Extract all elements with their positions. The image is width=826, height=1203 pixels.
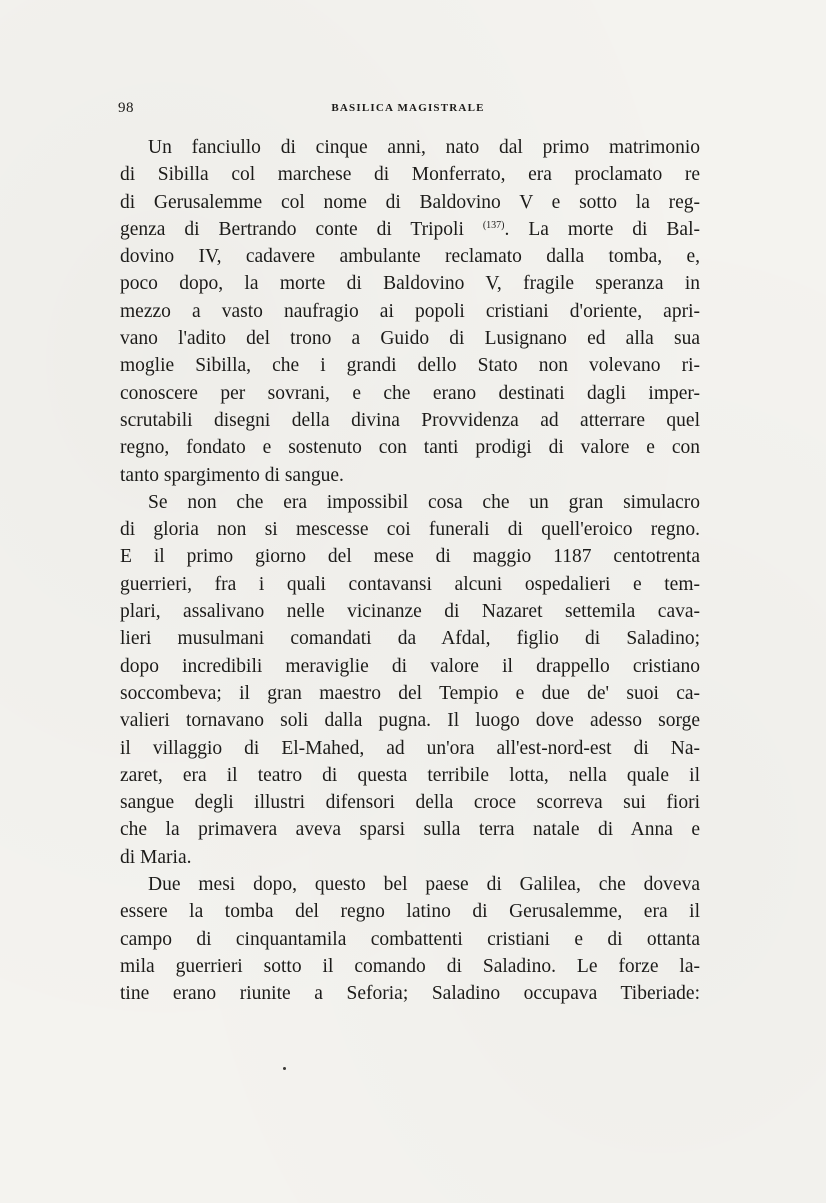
text-line: sangue degli illustri difensori della croce scorreva sui fiori bbox=[120, 792, 700, 814]
paper-speck bbox=[283, 1067, 286, 1070]
text-line: regno, fondato e sostenuto con tanti prodigi di valore e con bbox=[120, 437, 700, 459]
footnote-reference[interactable]: (137) bbox=[482, 219, 505, 231]
running-title: BASILICA MAGISTRALE bbox=[331, 102, 485, 114]
text-line: mila guerrieri sotto il comando di Saladino. Le forze la- bbox=[120, 955, 700, 977]
text-segment: . La morte di Bal- bbox=[504, 218, 700, 240]
text-line: vano l'adito del trono a Guido di Lusignano ed alla sua bbox=[120, 328, 700, 350]
text-line: che la primavera aveva sparsi sulla terra natale di Anna e bbox=[120, 819, 700, 841]
text-line: scrutabili disegni della divina Provvidenza ad atterrare quel bbox=[120, 409, 700, 431]
text-line: Se non che era impossibil cosa che un gran simulacro bbox=[148, 491, 700, 513]
text-line: valieri tornavano soli dalla pugna. Il luogo dove adesso sorge bbox=[120, 710, 700, 732]
text-line: poco dopo, la morte di Baldovino V, fragile speranza in bbox=[120, 273, 700, 295]
text-segment: genza di Bertrando conte di Tripoli bbox=[120, 218, 464, 240]
text-line: di gloria non si mescesse coi funerali di quell'eroico regno. bbox=[120, 519, 700, 541]
page-number: 98 bbox=[118, 100, 134, 116]
text-line: soccombeva; il gran maestro del Tempio e due de' suoi ca- bbox=[120, 682, 700, 704]
page-header bbox=[118, 100, 698, 122]
text-line: di Sibilla col marchese di Monferrato, era proclamato re bbox=[120, 164, 700, 186]
body-text bbox=[120, 134, 700, 1008]
text-line: guerrieri, fra i quali contavansi alcuni ospedalieri e tem- bbox=[120, 573, 700, 595]
text-line: Due mesi dopo, questo bel paese di Galilea, che doveva bbox=[148, 874, 700, 896]
text-line: conoscere per sovrani, e che erano destinati dagli imper- bbox=[120, 382, 700, 404]
text-line: lieri musulmani comandati da Afdal, figlio di Saladino; bbox=[120, 628, 700, 650]
text-line: campo di cinquantamila combattenti cristiani e di ottanta bbox=[120, 928, 700, 950]
text-line: tine erano riunite a Seforia; Saladino occupava Tiberiade: bbox=[120, 983, 700, 1005]
text-line: E il primo giorno del mese di maggio 1187 centotrenta bbox=[120, 546, 700, 568]
text-line: di Gerusalemme col nome di Baldovino V e sotto la reg- bbox=[120, 191, 700, 213]
text-line-with-footnote bbox=[120, 216, 700, 243]
text-line: zaret, era il teatro di questa terribile lotta, nella quale il bbox=[120, 764, 700, 786]
text-line: dopo incredibili meraviglie di valore il drappello cristiano bbox=[120, 655, 700, 677]
text-line: essere la tomba del regno latino di Gerusalemme, era il bbox=[120, 901, 700, 923]
text-line: tanto spargimento di sangue. bbox=[120, 464, 344, 486]
text-line: il villaggio di El-Mahed, ad un'ora all'est-nord-est di Na- bbox=[120, 737, 700, 759]
text-line: moglie Sibilla, che i grandi dello Stato non volevano ri- bbox=[120, 355, 700, 377]
text-line: dovino IV, cadavere ambulante reclamato dalla tomba, e, bbox=[120, 246, 700, 268]
text-line: Un fanciullo di cinque anni, nato dal primo matrimonio bbox=[148, 137, 700, 158]
text-line: mezzo a vasto naufragio ai popoli cristiani d'oriente, apri- bbox=[120, 300, 700, 322]
text-line: plari, assalivano nelle vicinanze di Nazaret settemila cava- bbox=[120, 601, 700, 623]
text-line: di Maria. bbox=[120, 846, 192, 868]
